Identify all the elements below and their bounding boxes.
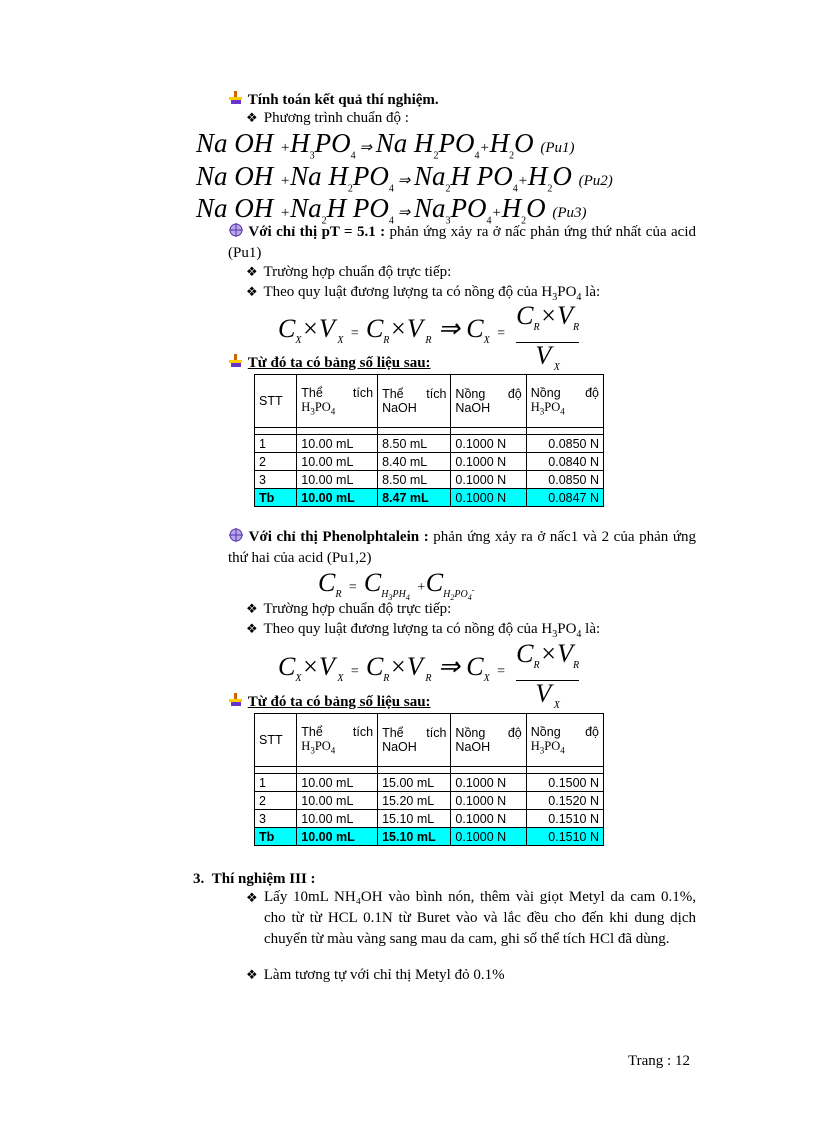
indicator2-case: ❖ Trường hợp chuẩn độ trực tiếp: xyxy=(246,601,452,617)
heading-calc-text: Tính toán kết quả thí nghiệm. xyxy=(247,92,439,108)
diamond-bullet-icon: ❖ xyxy=(246,890,258,905)
diamond-bullet-icon: ❖ xyxy=(246,621,258,636)
equation-pu1: Na OH $+H_3PO_4$ ⇒ Na $H_2PO_4+H_2O$ (Pu1) xyxy=(196,128,575,162)
table-row: 2 10.00 mL 15.20 mL 0.1000 N 0.1520 N xyxy=(255,792,604,810)
diamond-bullet-icon: ❖ xyxy=(246,264,258,279)
pin-bullet-icon xyxy=(228,692,244,708)
indicator1-case: ❖ Trường hợp chuẩn độ trực tiếp: xyxy=(246,264,452,280)
table-row-average: Tb 10.00 mL 8.47 mL 0.1000 N 0.0847 N xyxy=(255,489,604,507)
subheading-equations: ❖ Phương trình chuẩn độ : xyxy=(246,110,409,126)
diamond-bullet-icon: ❖ xyxy=(246,601,258,616)
section3-heading: 3. Thí nghiệm III : xyxy=(193,871,316,887)
data-table-1: STT Thể tích $H_3PO_4$ Thể tích NaOH Nồng độ NaOH Nồng độ $H_3PO_4$ 1 10.00 mL 8.50 mL 0.1000 N 0.0850 N 2 10.00 mL 8.40 mL 0.1000 N 0.0840 N 3 10.00 mL 8.50 mL 0.1000 N 0.0850 N Tb 10.00 mL 8.47 mL 0.1000 N 0.0847 N xyxy=(254,374,604,507)
table1-heading: Từ đó ta có bảng số liệu sau: xyxy=(228,353,431,372)
crosshair-bullet-icon xyxy=(228,222,244,238)
equation-pu2: Na OH +Na $H_2PO_4$ ⇒ $Na_2H$ $PO_4+H_2O$ (Pu2) xyxy=(196,161,613,195)
data-table-2: STT Thể tích $H_3PO_4$ Thể tích NaOH Nồng độ NaOH Nồng độ $H_3PO_4$ 1 10.00 mL 15.00 mL 0.1000 N 0.1500 N 2 10.00 mL 15.20 mL 0.1000 N 0.1520 N 3 10.00 mL 15.10 mL 0.1000 N 0.1510 N Tb 10.00 mL 15.10 mL 0.1000 N 0.1510 N xyxy=(254,713,604,846)
indicator2-law: ❖ Theo quy luật đương lượng ta có nồng độ của $H_3PO_4$ là: xyxy=(246,621,601,640)
table-row: 1 10.00 mL 8.50 mL 0.1000 N 0.0850 N xyxy=(255,435,604,453)
pin-bullet-icon xyxy=(228,90,244,106)
formula-cr-sum: $C_R = C_{H_3PH_4} +C_{H_2PO_4^-}$ xyxy=(318,568,475,603)
diamond-bullet-icon: ❖ xyxy=(246,110,258,125)
table-row-average: Tb 10.00 mL 15.10 mL 0.1000 N 0.1510 N xyxy=(255,828,604,846)
formula-equivalence-2: $C_X\times V$ $_X = C_R\times V$ $_R$ ⇒ $C_X$ = $\frac{C_R\times V_R}{V _X}$ xyxy=(278,639,580,712)
indicator2-paragraph: Với chỉ thị Phenolphtalein : phản ứng xảy ra ở nấc1 và 2 của phản ứng thứ hai của acid (Pu1,2) xyxy=(228,529,696,566)
section3-bullet2: ❖ Làm tương tự với chỉ thị Metyl đỏ 0.1% xyxy=(246,967,505,983)
equation-pu3: Na OH $+Na_2H$ $PO_4$ ⇒ $Na_3PO_4+H_2O$ (Pu3) xyxy=(196,193,587,227)
indicator1-law: ❖ Theo quy luật đương lượng ta có nồng độ của $H_3PO_4$ là: xyxy=(246,284,601,303)
pin-bullet-icon xyxy=(228,353,244,369)
indicator1-paragraph: Với chỉ thị pT = 5.1 : phản ứng xảy ra ở nấc phản ứng thứ nhất của acid (Pu1) xyxy=(228,224,696,261)
formula-equivalence-1: $C_X\times V$ $_X = C_R\times V$ $_R$ ⇒ $C_X$ = $\frac{C_R\times V_R}{V _X}$ xyxy=(278,301,580,374)
page-number: Trang : 12 xyxy=(628,1053,690,1069)
table-row: 2 10.00 mL 8.40 mL 0.1000 N 0.0840 N xyxy=(255,453,604,471)
heading-calc xyxy=(228,90,439,109)
diamond-bullet-icon: ❖ xyxy=(246,284,258,299)
section3-bullet1: ❖ Lấy 10mL NH₄OH vào bình nón, thêm vài giọt Metyl da cam 0.1%, cho từ từ HCL 0.1N từ Buret vào và lắc đều cho đến khi dung dịch chuyển từ màu vàng sang mau da cam, ghi số thể tích HCl đã dùng. xyxy=(246,887,696,950)
table-row: 1 10.00 mL 15.00 mL 0.1000 N 0.1500 N xyxy=(255,774,604,792)
table-row: 3 10.00 mL 8.50 mL 0.1000 N 0.0850 N xyxy=(255,471,604,489)
table-row: 3 10.00 mL 15.10 mL 0.1000 N 0.1510 N xyxy=(255,810,604,828)
diamond-bullet-icon: ❖ xyxy=(246,967,258,982)
table2-heading: Từ đó ta có bảng số liệu sau: xyxy=(228,692,431,711)
crosshair-bullet-icon xyxy=(228,527,244,543)
